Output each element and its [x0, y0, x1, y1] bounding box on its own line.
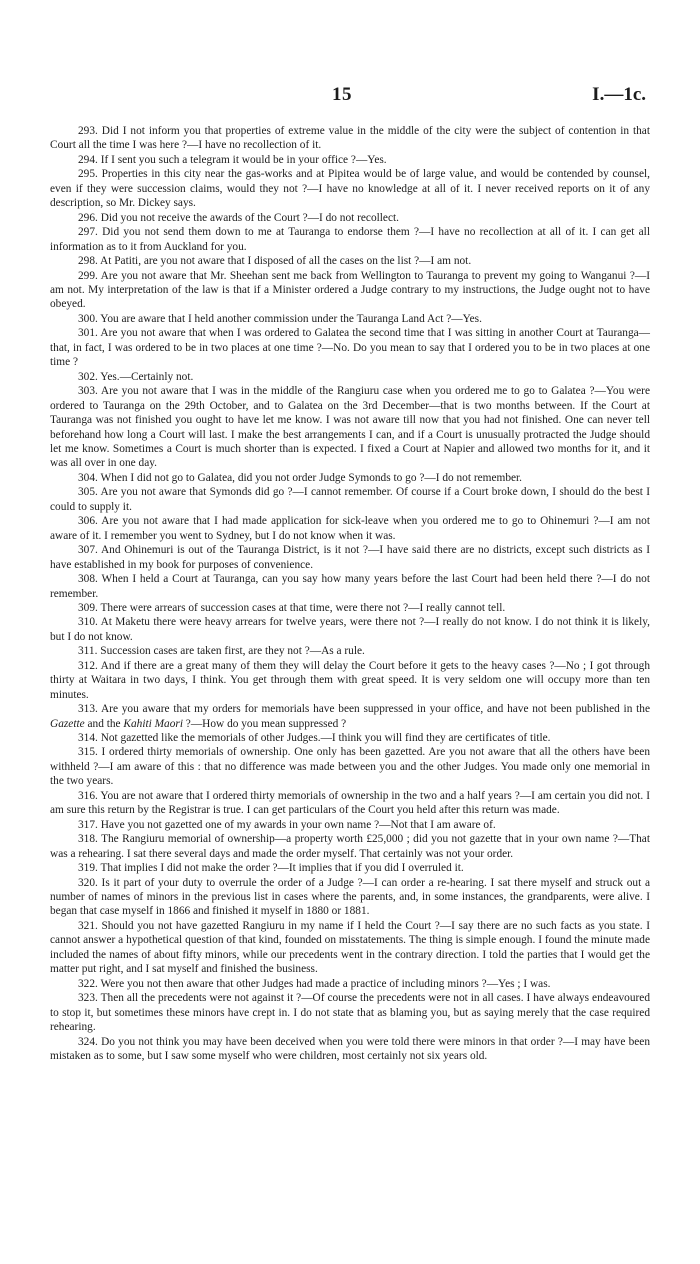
question-answer-paragraph: 310. At Maketu there were heavy arrears for twelve years, were there not ?—I really do not know. I do not think it is likely, but I do not know.: [50, 616, 650, 643]
question-answer-paragraph: 296. Did you not receive the awards of the Court ?—I do not recollect.: [78, 211, 399, 224]
question-answer-paragraph: 318. The Rangiuru memorial of ownership—a property worth £25,000 ; did you not gazette that in your own name ?—That was a rehearing. I sat there several days and made the order myself. That certainly was not your order.: [50, 833, 650, 860]
question-answer-paragraph: 298. At Patiti, are you not aware that I disposed of all the cases on the list ?—I am not.: [78, 255, 472, 268]
question-answer-paragraph: 321. Should you not have gazetted Rangiuru in my name if I held the Court ?—I say there are no such facts as you state. I cannot answer a hypothetical question of that kind, founded on misstatements. The thing is simple enough. I found the minute made included the names of about fifty minors, while our precedents went in the contrary direction. I told the parties that I would get the matter put right, and I sat myself and finished the business.: [50, 919, 650, 976]
question-answer-paragraph: 303. Are you not aware that I was in the middle of the Rangiuru case when you ordered me to go to Galatea ?—You were ordered to Tauranga on the 29th October, and to Galatea on the 3rd December—that is two months between. If the Court at Tauranga was not finished you ought to have let me know. I was not aware till now that you had not finished. One can never tell beforehand how long a Court will last. I make the best arrangements I can, and if a Court is unusually protracted the Judge should let me know. Sometimes a Court is much shorter than is expected. I fixed a Court at Napier and allowed two months for it, and it was all over in one day.: [50, 385, 650, 470]
question-answer-paragraph: 294. If I sent you such a telegram it would be in your office ?—Yes.: [78, 153, 387, 166]
question-answer-paragraph: 301. Are you not aware that when I was ordered to Galatea the second time that I was sitting in another Court at Tauranga—that, in fact, I was ordered to be in two places at one time ?—No. Do you mean to say that I ordered you to be in two places at one time ?: [50, 327, 650, 369]
question-answer-paragraph: 323. Then all the precedents were not against it ?—Of course the precedents were not in all cases. I have always endeavoured to stop it, but sometimes these minors have crept in. I do not state that as blaming you, but as saying merely that the case required rehearing.: [50, 992, 650, 1034]
question-answer-paragraph: 315. I ordered thirty memorials of ownership. One only has been gazetted. Are you not aware that all the others have been withheld ?—I am aware of this : that no difference was made between you and the other Judges. You made only one memorial in the two years.: [50, 746, 650, 788]
question-answer-paragraph: 314. Not gazetted like the memorials of other Judges.—I think you will find they are certificates of title.: [78, 732, 551, 745]
question-answer-paragraph: 309. There were arrears of succession cases at that time, were there not ?—I really cannot tell.: [78, 601, 506, 614]
question-answer-paragraph: 304. When I did not go to Galatea, did you not order Judge Symonds to go ?—I do not remember.: [78, 471, 523, 484]
question-answer-paragraph: 312. And if there are a great many of them they will delay the Court before it gets to the heavy cases ?—No ; I got through thirty at Waitara in two days, I think. You get through them with great speed. It is very seldom one will occupy more than ten minutes.: [50, 659, 650, 701]
question-answer-paragraph: 300. You are aware that I held another commission under the Tauranga Land Act ?—Yes.: [78, 312, 482, 325]
page-header: [0, 84, 700, 108]
question-answer-paragraph: 324. Do you not think you may have been deceived when you were told there were minors in that order ?—I may have been mistaken as to some, but I saw some myself who were children, most certainly not six years old.: [50, 1035, 650, 1062]
question-answer-paragraph: 299. Are you not aware that Mr. Sheehan sent me back from Wellington to Tauranga to prevent my going to Wanganui ?—I am not. My interpretation of the law is that if a Minister ordered a Judge contrary to my instructions, the Judge ought not to have obeyed.: [50, 269, 650, 311]
question-answer-paragraph: 302. Yes.—Certainly not.: [78, 370, 194, 383]
question-answer-paragraph: 306. Are you not aware that I had made application for sick-leave when you ordered me to go to Ohinemuri ?—I am not aware of it. I remember you went to Sydney, but I do not know when it was.: [50, 515, 650, 542]
question-answer-paragraph: 322. Were you not then aware that other Judges had made a practice of including minors ?—Yes ; I was.: [78, 977, 551, 990]
page-number: 15: [332, 84, 352, 105]
question-answer-paragraph: 307. And Ohinemuri is out of the Tauranga District, is it not ?—I have said there are no districts, except such districts as I have established in my book for purposes of convenience.: [50, 544, 650, 571]
question-answer-paragraph: 319. That implies I did not make the order ?—It implies that if you did I overruled it.: [78, 862, 464, 875]
question-answer-paragraph: 313. Are you aware that my orders for memorials have been suppressed in your office, and have not been published in the Gazette and the Kahiti Maori ?—How do you mean suppressed ?: [50, 703, 650, 730]
document-body: [50, 124, 650, 1063]
question-answer-paragraph: 297. Did you not send them down to me at Tauranga to endorse them ?—I have no recollection at all of it. I can get all information as to it from Auckland for you.: [50, 226, 650, 253]
question-answer-paragraph: 293. Did I not inform you that properties of extreme value in the middle of the city were the subject of contention in that Court all the time I was here ?—I have no recollection of it.: [50, 125, 650, 152]
question-answer-paragraph: 305. Are you not aware that Symonds did go ?—I cannot remember. Of course if a Court broke down, I should do the best I could to supply it.: [50, 486, 650, 513]
question-answer-paragraph: 295. Properties in this city near the gas-works and at Pipitea would be of large value, and would be contended by counsel, even if they were succession claims, would they not ?—I have no knowledge at all of it. I never received reports on it of any description, so Mr. Dickey says.: [50, 168, 650, 210]
question-answer-paragraph: 311. Succession cases are taken first, are they not ?—As a rule.: [78, 645, 365, 658]
paper-reference: I.—1c.: [592, 84, 646, 105]
question-answer-paragraph: 320. Is it part of your duty to overrule the order of a Judge ?—I can order a re-hearing. I sat there myself and struck out a number of names of minors in the previous list in cases where the parents, and, in some instances, the grandparents, were alive. I began that case myself in 1866 and finished it myself in 1880 or 1881.: [50, 876, 650, 918]
question-answer-paragraph: 316. You are not aware that I ordered thirty memorials of ownership in the two and a half years ?—I am certain you did not. I am sure this return by the Registrar is true. I can get particulars of the Court you held after this return was made.: [50, 789, 650, 817]
question-answer-paragraph: 317. Have you not gazetted one of my awards in your own name ?—Not that I am aware of.: [78, 818, 496, 831]
question-answer-paragraph: 308. When I held a Court at Tauranga, can you say how many years before the last Court had been held there ?—I do not remember.: [50, 573, 650, 600]
